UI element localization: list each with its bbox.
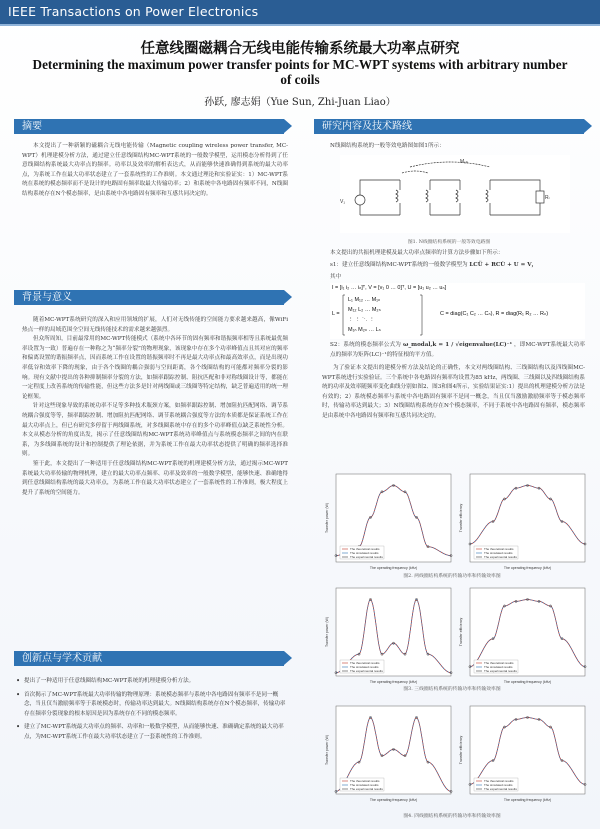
x-axis-label-3-efficiency: The operating frequency (kHz) [503, 680, 552, 684]
verification-text [322, 364, 585, 422]
method-step-s1 [330, 261, 585, 271]
legend-label-2-efficiency-0: The theoretical results [484, 547, 514, 552]
figure-4-caption: 图4. 四线圈结构系统的传输功率和传输效率图 [403, 814, 501, 819]
background-paragraph-1: 随着MC-WPT系统研究的深入和应用领域的扩展，人们对无线传能的空间能力要求越来越高，像WiFi热点一样的局域范围全空间无线传能技术的需求越来越强烈。 [22, 317, 288, 333]
s1-where: 其中 [330, 274, 342, 280]
y-axis-label-2-power: Transfer power (W) [325, 502, 329, 534]
contributions-list [14, 677, 288, 747]
legend-label-2-power-2: The experimental results [350, 555, 383, 560]
s2-equation: ω_modal,k = 1 / √eigenvalue(LC)⁻¹ [403, 342, 513, 348]
legend-label-3-power-2: The experimental results [350, 669, 383, 674]
x-axis-label-2-power: The operating frequency (kHz) [369, 566, 418, 570]
legend-label-2-power-1: The simulated results [350, 551, 379, 556]
section-contributions-heading: 创新点与学术贡献 [14, 651, 284, 666]
circuit-diagram [340, 155, 570, 233]
y-axis-label-2-efficiency: Transfer efficiency [459, 503, 463, 533]
s2-tail: ，即MC-WPT系统最大功率点的频率为矩阵(LC)⁻¹的特征根的平方值。 [330, 342, 585, 358]
legend-label-4-power-2: The experimental results [350, 787, 383, 792]
abstract-text [22, 142, 288, 200]
results-charts [316, 470, 588, 820]
legend-label-2-efficiency-2: The experimental results [484, 555, 517, 560]
background-paragraph-3: 针对这些现象导致的系统功率不足等多种技术瓶颈方案，如频率跟踪控制、增加阻抗匹配网络、调节系统耦合强度等等，频率跟踪控制、增加阻抗匹配网络、调节系统耦合强度等方法的本质都是保证系统工作在最大功率点上，但已有研究多停留于两线圈系统，对多线圈系统中存在的多个功率峰值点缺乏系统性分析。本文从模态分析的角度出发，揭示了任意线圈结构MC-WPT系统功率峰值点与系统模态频率之间的内在联系，为多线圈系统的设计和控制提供了理论依据，并为系统工作在最大功率状态提供了明确的频率选择准则。 [22, 403, 288, 458]
x-axis-label-4-power: The operating frequency (kHz) [369, 798, 418, 802]
legend-label-3-efficiency-2: The experimental results [484, 669, 517, 674]
y-axis-label-4-efficiency: Transfer efficiency [459, 735, 463, 765]
svg-text:I = [i₁ i₂ … iₙ]ᵀ, V = [v₁: I = [i₁ i₂ … iₙ]ᵀ, V = [v₁ 0 … 0]ᵀ, U = [u₁ u₂ … uₙ] [332, 285, 447, 291]
svg-text:L =: L = [332, 311, 340, 317]
section-method-heading: 研究内容及技术路线 [314, 119, 584, 134]
y-axis-label-3-efficiency: Transfer efficiency [459, 617, 463, 647]
legend-label-3-power-1: The simulated results [350, 665, 379, 670]
title-chinese: 任意线圈磁耦合无线电能传输系统最大功率点研究 [140, 41, 460, 57]
background-paragraph-2: 但众所周知，目前最常用的MC-WPT传能模式（系统中各环节的固有频率和谐振频率相等且系统最优频率设置为一致）普遍存在一种称之为“频率分裂”的物理现象，该现象中存在多个功率峰值点且其对应的频率和偏离设置的谐振频率点，因而系统工作在设置的谐振频率时不再是最大功率点和最高效率点，而是出现功率低谷和效率下降的现象，由于各个线圈的耦合强弱与空间距离，各个线圈结构的可能都对频率分裂的影响。现有文献中提出的各种抑制频率分裂的方法，如频率跟踪控制、阻抗匹配和非对称线圈设计等，都能在一定程度上改善系统的传输性能，但这些方法多是针对两线圈或三线圈等特定结构，缺乏普遍适用的统一理论框架。 [22, 336, 288, 400]
legend-label-4-power-0: The theoretical results [350, 779, 380, 784]
s1-equation: LCÜ + RCU̇ + U = V， [469, 262, 538, 268]
legend-label-2-power-0: The theoretical results [350, 547, 380, 552]
figure-3-caption: 图3. 三线圈结构系统的传输功率和传输效率图 [403, 687, 501, 692]
journal-header: IEEE Transactions on Power Electronics [0, 0, 600, 24]
legend-label-4-efficiency-0: The theoretical results [484, 779, 514, 784]
method-step-s2 [330, 341, 585, 360]
circuit-label-load: Rₗ [545, 195, 550, 201]
legend-label-4-efficiency-1: The simulated results [484, 783, 513, 788]
authors: 孙跃, 廖志娟（Yue Sun, Zhi-Juan Liao） [204, 97, 396, 108]
svg-text:M₁ₙ M₂ₙ … Lₙ: M₁ₙ M₂ₙ … Lₙ [348, 327, 381, 333]
y-axis-label-4-power: Transfer power (W) [325, 734, 329, 766]
circuit-label-mutual: M₁ₙ [460, 159, 468, 165]
legend-label-3-power-0: The theoretical results [350, 661, 380, 666]
contribution-item-2: • 首次揭示了MC-WPT系统最大功率传输的物理原理：系统模态频率与系统中各电路固有频率不是同一概念，当且仅当激励频率等于系统模态时，传输功率达到最大。N线圈结构系统存在N个模态频率，传输功率存在频率分裂现象的根本原因是因为系统存在不同的模态频率。 [14, 691, 288, 720]
title-english: Determining the maximum power transfer points for MC-WPT systems with arbitrary number of coils [32, 57, 568, 87]
y-axis-label-3-power: Transfer power (W) [325, 616, 329, 648]
legend-label-3-efficiency-1: The simulated results [484, 665, 513, 670]
svg-text:L₁ M₁₂ … M₁ₙ: L₁ M₁₂ … M₁ₙ [348, 297, 381, 303]
figure-1-caption: 图1. N线圈结构系统的一般等效电路图 [407, 240, 491, 245]
background-text [22, 316, 288, 498]
x-axis-label-3-power: The operating frequency (kHz) [369, 680, 418, 684]
section-background-heading: 背景与意义 [14, 290, 284, 305]
svg-text:⋮ ⋮ ⋱ ⋮: ⋮ ⋮ ⋱ ⋮ [348, 317, 375, 323]
contribution-item-3: • 建立了MC-WPT系统最大功率点的频率、功率和一般数学模型，从而能够快速、准确确定系统的最大功率点，为MC-WPT系统工作在最大功率状态建立了一套系统性的工作准则。 [14, 723, 288, 742]
figure-2-caption: 图2. 两线圈结构系统的传输功率和传输效率图 [403, 574, 501, 579]
abstract-paragraph: 本文提出了一种新颖的磁耦合无线电能传输（Magnetic coupling wireless power transfer, MC-WPT）机理建模分析方法，通过建立任意线圈结构MC-WPT系统的一般数学模型，运用模态分析得到了任意线圈结构系统最大功率点的频率。功率以及效率的解析表达式，从而能够快速准确得到系统的最大功率点，为系统工作在最大功率状态建立了一套系统性的工作准则。本文通过理论和实验证实：1）MC-WPT系统在系统的模态频率而不是设计的电路固有频率取最大传输功率；2）和系统中各电路固有频率不同，N线圈结构系统存在N个模态频率，是由系统中各电路固有频率和互感共同决定的。 [22, 143, 288, 197]
x-axis-label-2-efficiency: The operating frequency (kHz) [503, 566, 552, 570]
contribution-item-1: • 提出了一种适用于任意线圈结构MC-WPT系统的机理建模分析方法。 [14, 677, 288, 687]
method-intro: N线圈结构系统的一般等效电路图如图1所示： [330, 143, 445, 149]
s2-text: S2：系统的模态频率公式为 [330, 342, 402, 348]
legend-label-2-efficiency-1: The simulated results [484, 551, 513, 556]
circuit-label-source: V₁ [340, 199, 346, 205]
svg-text:M₁₂ L₂ … M₂ₙ: M₁₂ L₂ … M₂ₙ [348, 307, 381, 313]
method-step-intro: 本文提出的共振机理建模及最大功率点频率的计算方法步骤如下所示： [330, 250, 504, 256]
background-paragraph-4: 鉴于此，本文提出了一种适用于任意线圈结构MC-WPT系统的机理建模分析方法，通过揭示MC-WPT系统最大功率传输的物理机理，建立的最大功率点频率、功率及效率的一般数学模型，能够快速、准确地得到任意线圈结构系统的最大功率点，为系统工作在最大功率状态建立了一套系统性的工作准则，极大程度上提升了系统的空间能力。 [22, 460, 288, 496]
matrix-equation-graphic [330, 283, 585, 339]
legend-label-4-efficiency-2: The experimental results [484, 787, 517, 792]
x-axis-label-4-efficiency: The operating frequency (kHz) [503, 798, 552, 802]
legend-label-4-power-1: The simulated results [350, 783, 379, 788]
legend-label-3-efficiency-0: The theoretical results [484, 661, 514, 666]
section-abstract-heading: 摘要 [14, 119, 284, 134]
s1-text: s1：建立任意线圈结构MC-WPT系统的一般数学模型为 [330, 262, 468, 268]
figure-1-circuit [340, 155, 570, 233]
matrix-equations [330, 283, 585, 339]
svg-text:C = diag(C₁ C₂ … Cₙ), R = di: C = diag(C₁ C₂ … Cₙ), R = diag(R₁ R₂ … Rₙ) [440, 311, 549, 317]
verification-paragraph: 为了验证本文提出的建模分析方法及结论的正确性，本文对两线圈结构、三线圈结构以及四线圈MC-WPT系统进行实验验证。三个系统中各电路固有频率均设置为85 kHz，两线圈、三线圈以及四线圈结构系统的功率及效率随频率变化曲线分别如图2、图3和图4所示，实验结果证实:1）提出的机理建模分析方法是有效的；2）系统模态频率与系统中各电路固有频率不是同一概念，当且仅当激励激励频率等于模态频率时，传输功率达到最大；3）N线圈结构系统存在N个模态频率，不同于系统中各电路固有频率，模态频率是由系统中各电路固有频率和互感共同决定的。 [322, 365, 585, 419]
